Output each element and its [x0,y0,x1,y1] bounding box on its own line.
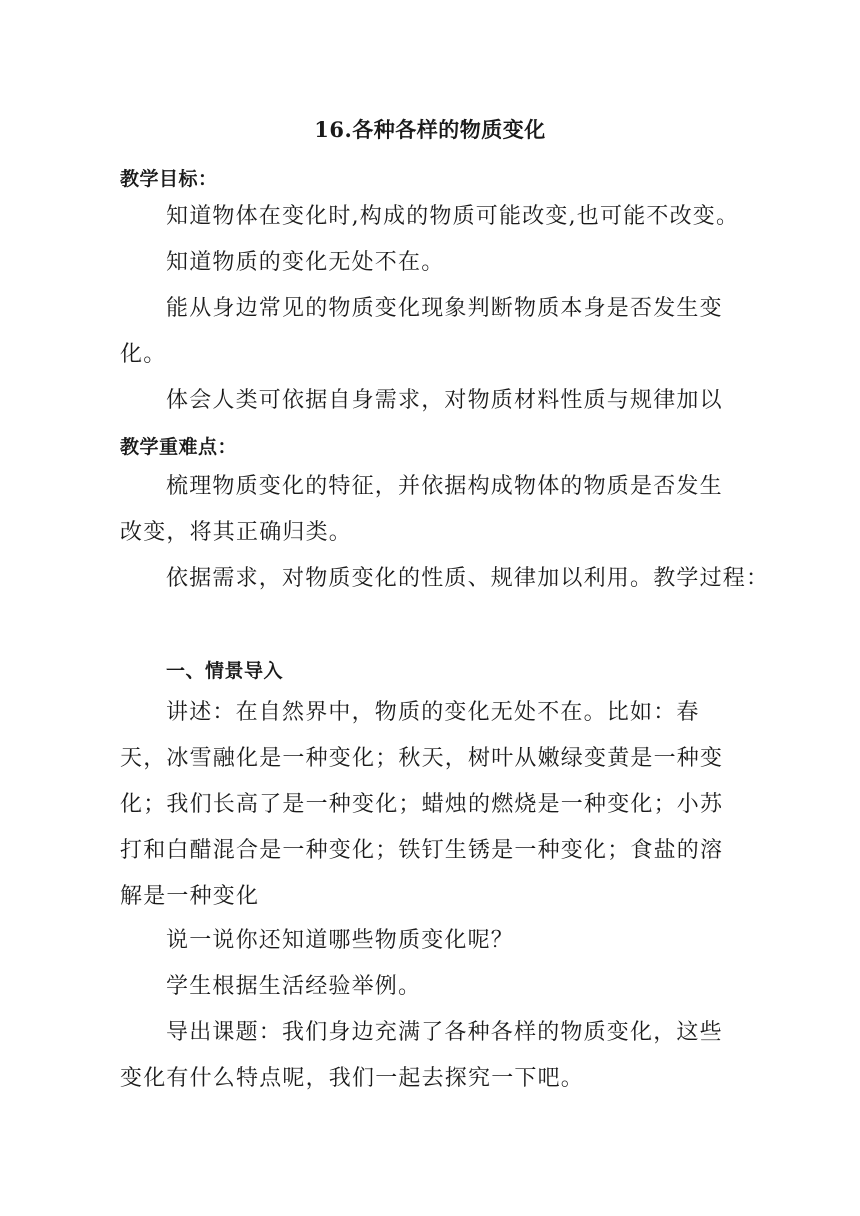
intro-paragraph: 讲述：在自然界中，物质的变化无处不在。比如：春天，冰雪融化是一种变化；秋天，树叶从嫩绿变黄是一种变化；我们长高了是一种变化；蜡烛的燃烧是一种变化；小苏打和白醋混合是一种变化；铁钉生锈是一种变化；食盐的溶解是一种变化 [120,700,724,909]
intro-paragraph: 导出课题：我们身边充满了各种各样的物质变化，这些变化有什么特点呢，我们一起去探究一下吧。 [120,1020,723,1091]
objectives-heading: 教学目标： [120,168,218,190]
objectives-paragraph: 体会人类可依据自身需求，对物质材料性质与规律加以 [166,388,723,413]
intro-paragraph: 说一说你还知道哪些物质变化呢？ [166,928,515,953]
intro-paragraph: 学生根据生活经验举例。 [166,974,422,999]
key-points-heading: 教学重难点： [120,436,238,458]
document-title: 16.各种各样的物质变化 [314,117,546,142]
key-points-paragraph: 梳理物质变化的特征，并依据构成物体的物质是否发生改变，将其正确归类。 [120,474,723,545]
objectives-paragraph: 能从身边常见的物质变化现象判断物质本身是否发生变化。 [120,296,723,367]
objectives-paragraph: 知道物体在变化时,构成的物质可能改变,也可能不改变。 [166,204,740,229]
key-points-paragraph: 依据需求，对物质变化的性质、规律加以利用。教学过程： [166,566,770,591]
objectives-paragraph: 知道物质的变化无处不在。 [166,250,445,275]
intro-heading: 一、情景导入 [166,660,284,682]
